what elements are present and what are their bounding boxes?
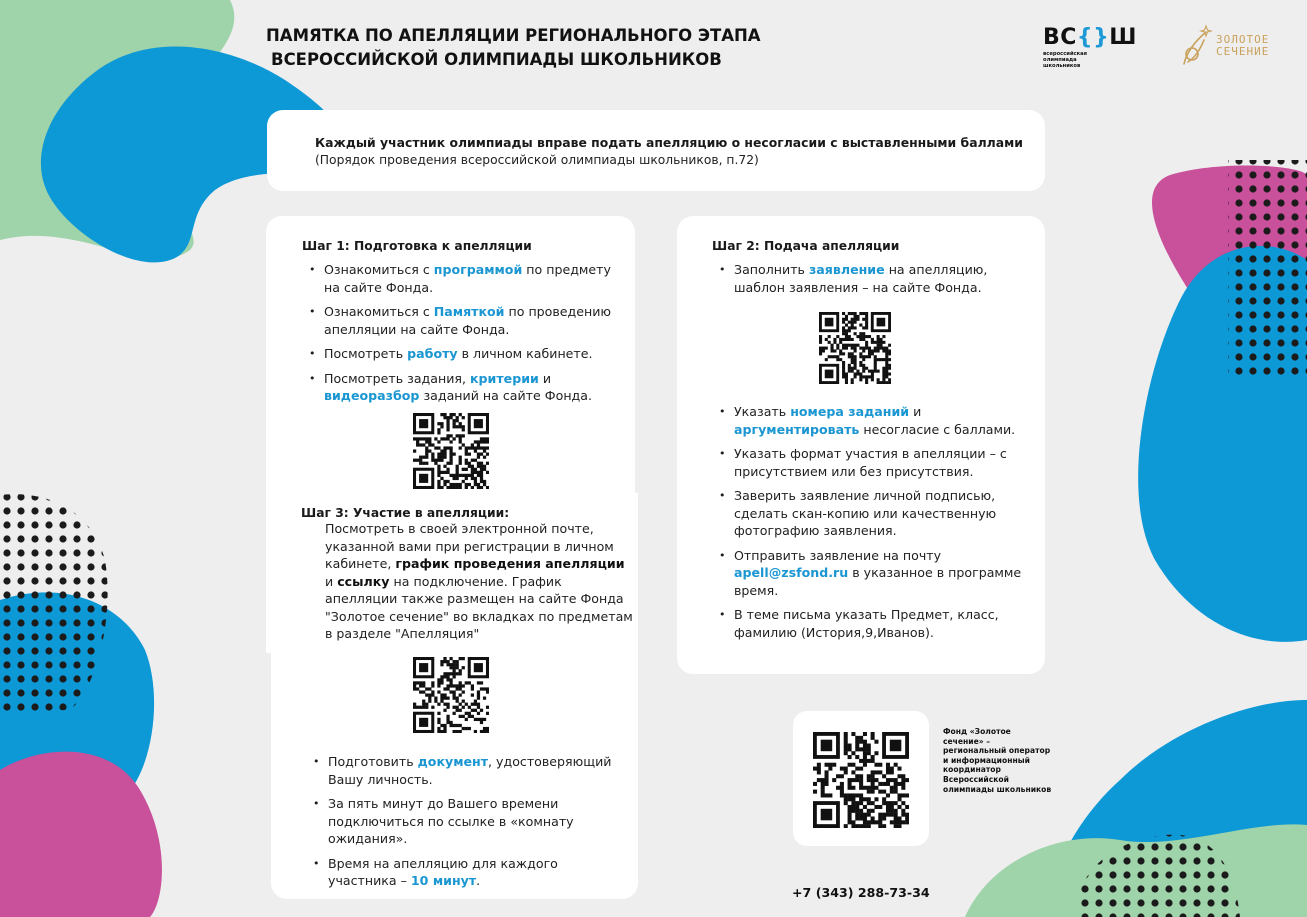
- intro-reference-text: (Порядок проведения всероссийской олимпиады школьников, п.72): [315, 153, 759, 167]
- link-kriterii[interactable]: критерии: [469, 370, 539, 386]
- step2-list-top: [716, 261, 1028, 303]
- list-item: • Время на апелляцию для каждого участника – 10 минут.: [310, 855, 622, 890]
- vsosh-logo: [1043, 26, 1137, 69]
- step3-instructions: Посмотреть в своей электронной почте, указанной вами при регистрации в личном кабинете, график проведения апелляции и ссылку на подключение. График апелляции также размещен на сайте Фонда "Золотое сечение" во вкладках по предметам в разделе "Апелляция": [325, 521, 633, 641]
- fond-description: Фонд «Золотое сечение» – региональный оператор и информационный координатор Всероссийской олимпиады школьников: [943, 727, 1052, 794]
- zs-logo-icon: [1180, 24, 1214, 68]
- list-item: • Ознакомиться с программой по предмету на сайте Фонда.: [306, 261, 618, 296]
- link-program[interactable]: программой: [433, 262, 523, 277]
- qr-code-icon[interactable]: [413, 413, 489, 489]
- page-title: [266, 24, 761, 72]
- list-item: • Заверить заявление личной подписью, сделать скан-копию или качественную фотографию заявления.: [716, 487, 1028, 540]
- list-item: • В теме письма указать Предмет, класс, фамилию (История,9,Иванов).: [716, 606, 1028, 641]
- step2-title: Шаг 2: Подача апелляции: [712, 239, 900, 253]
- qr-code-icon[interactable]: [819, 312, 891, 384]
- highlight-argument: аргументировать: [734, 421, 860, 437]
- title-line-1: ПАМЯТКА ПО АПЕЛЛЯЦИИ РЕГИОНАЛЬНОГО ЭТАПА: [266, 26, 761, 45]
- list-item: • Указать номера заданий и аргументировать несогласие с баллами.: [716, 403, 1028, 438]
- step3-title: Шаг 3: Участие в апелляции:: [301, 506, 510, 520]
- list-item: • Посмотреть работу в личном кабинете.: [306, 345, 618, 363]
- list-item: • Заполнить заявление на апелляцию, шаблон заявления – на сайте Фонда.: [716, 261, 1028, 296]
- step1-title: Шаг 1: Подготовка к апелляции: [302, 239, 532, 253]
- list-item: • Посмотреть задания, критерии и видеоразбор заданий на сайте Фонда.: [306, 370, 618, 405]
- intro-card: [267, 110, 1045, 191]
- link-rabota[interactable]: работу: [407, 346, 458, 361]
- dots-right: [1228, 160, 1307, 375]
- title-line-2: ВСЕРОССИЙСКОЙ ОЛИМПИАДЫ ШКОЛЬНИКОВ: [271, 50, 722, 69]
- step2-list: [716, 403, 1028, 648]
- qr-code-icon[interactable]: [813, 732, 909, 828]
- highlight-nomera: номера заданий: [790, 404, 910, 419]
- link-zayavlenie[interactable]: заявление: [808, 262, 885, 277]
- zs-logo-line1: ЗОЛОТОЕ: [1216, 33, 1270, 46]
- list-item: • Ознакомиться с Памяткой по проведению апелляции на сайте Фонда.: [306, 303, 618, 338]
- list-item: • Отправить заявление на почту apell@zsfond.ru в указанное в программе время.: [716, 547, 1028, 600]
- vsosh-logo-caption: всероссийская олимпиада школьников: [1043, 51, 1088, 69]
- step3-list: [310, 753, 622, 897]
- email-link[interactable]: apell@zsfond.ru: [734, 565, 849, 580]
- list-item: • За пять минут до Вашего времени подключиться по ссылке в «комнату ожидания».: [310, 795, 622, 848]
- intro-bold-text: Каждый участник олимпиады вправе подать апелляцию о несогласии с выставленными баллами: [315, 135, 1023, 150]
- step1-list: [306, 261, 618, 412]
- link-dokument[interactable]: документ: [417, 754, 489, 769]
- step2-card: [677, 216, 1045, 674]
- qr-code-icon[interactable]: [413, 657, 489, 733]
- link-videorazbor[interactable]: видеоразбор: [324, 388, 420, 403]
- vsosh-logo-mark: ВС{}Ш: [1043, 25, 1137, 50]
- duration-highlight: 10 минут: [410, 873, 477, 888]
- zolotoe-sechenie-logo: [1180, 24, 1269, 68]
- zs-logo-line2: СЕЧЕНИЕ: [1216, 45, 1270, 58]
- list-item: • Указать формат участия в апелляции – с присутствием или без присутствия.: [716, 445, 1028, 480]
- list-item: • Подготовить документ, удостоверяющий Вашу личность.: [310, 753, 622, 788]
- phone-number: +7 (343) 288-73-34: [792, 885, 930, 900]
- link-pamyatka[interactable]: Памяткой: [433, 304, 505, 319]
